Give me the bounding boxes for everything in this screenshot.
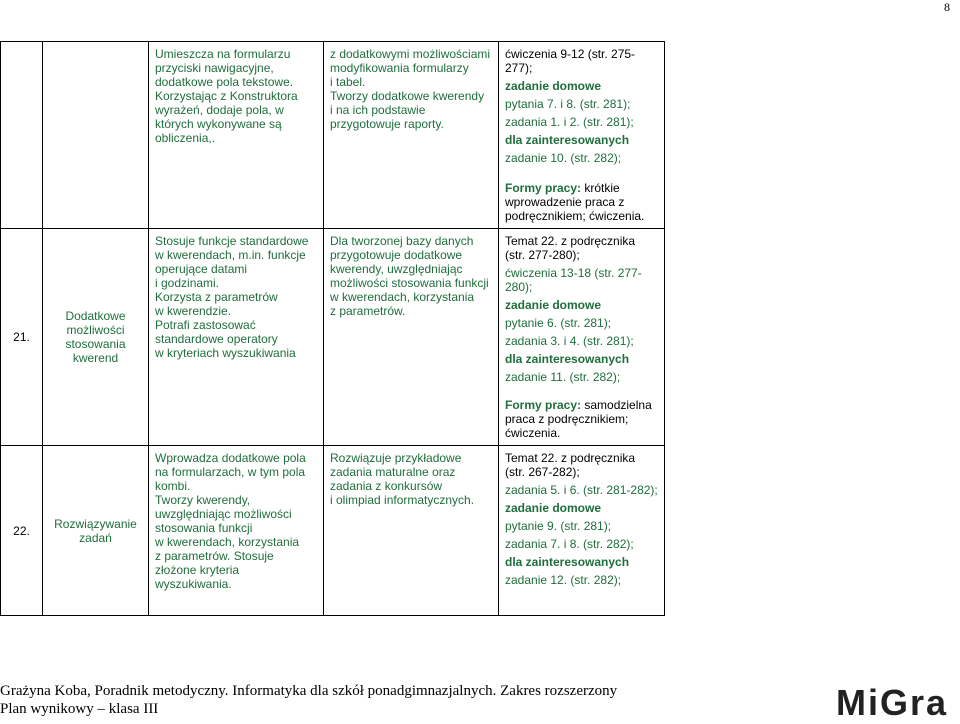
requirements-extended [324, 446, 499, 616]
requirements-basic-line: Wprowadza dodatkowe pola [155, 451, 306, 465]
task-label: dla zainteresowanych [505, 133, 630, 147]
lesson-topic [43, 42, 149, 229]
requirements-basic-line: złożone kryteria [155, 563, 240, 577]
work-forms-label: Formy pracy: [505, 398, 582, 412]
requirements-basic [149, 446, 324, 616]
requirements-basic-line: w kwerendach, korzystania [155, 535, 300, 549]
requirements-extended-line: przygotowuje dodatkowe [330, 248, 463, 262]
tasks [499, 446, 665, 616]
task-item: zadanie 10. (str. 282); [505, 151, 622, 165]
requirements-basic [149, 42, 324, 229]
requirements-basic-line: których wykonywane są [155, 117, 282, 131]
task-item: Temat 22. z podręcznika (str. 267-282); [505, 451, 636, 479]
task-label: dla zainteresowanych [505, 555, 630, 569]
requirements-basic-line: stosowania funkcji [155, 521, 253, 535]
requirements-extended-line: w kwerendach, korzystania [330, 290, 475, 304]
lesson-plan-table [0, 41, 958, 616]
task-label: zadanie domowe [505, 79, 602, 93]
task-item: zadanie 11. (str. 282); [505, 370, 621, 384]
task-item: zadania 3. i 4. (str. 281); [505, 334, 634, 348]
requirements-basic-line: dodatkowe pola tekstowe. [155, 75, 294, 89]
task-item: ćwiczenia 9-12 (str. 275-277); [505, 47, 636, 75]
requirements-basic-line: Korzysta z parametrów [155, 290, 278, 304]
requirements-extended-line: Dla tworzonej bazy danych [330, 234, 474, 248]
requirements-extended-line: z dodatkowymi możliwościami [330, 47, 491, 61]
requirements-extended-line: zadania maturalne oraz [330, 465, 456, 479]
requirements-basic-line: w kryteriach wyszukiwania [155, 346, 296, 360]
requirements-basic-line: z parametrów. Stosuje [155, 549, 274, 563]
task-item: zadania 5. i 6. (str. 281-282); [505, 483, 658, 497]
task-label: dla zainteresowanych [505, 352, 630, 366]
requirements-extended-line: zadania z konkursów [330, 479, 443, 493]
requirements-extended-line: i tabel. [330, 75, 366, 89]
table-row [1, 42, 958, 229]
requirements-extended-line: możliwości stosowania funkcji [330, 276, 489, 290]
requirements-basic-line: kombi. [155, 479, 191, 493]
page-number: 8 [944, 0, 950, 14]
requirements-basic-line: na formularzach, w tym pola [155, 465, 306, 479]
requirements-basic-line: w kwerendzie. [155, 304, 232, 318]
footer-title: Grażyna Koba, Poradnik metodyczny. Informatyka dla szkół ponadgimnazjalnych. Zakres rozszerzony [0, 683, 618, 699]
requirements-basic-line: Tworzy kwerendy, [155, 493, 251, 507]
work-forms [505, 398, 658, 440]
task-item: Temat 22. z podręcznika (str. 277-280); [505, 234, 636, 262]
requirements-basic-line: Potrafi zastosować [155, 318, 256, 332]
table-row [1, 446, 958, 616]
requirements-basic-line: Stosuje funkcje standardowe [155, 234, 309, 248]
requirements-extended-line: przygotowuje raporty. [330, 117, 444, 131]
tasks [499, 42, 665, 229]
requirements-extended [324, 229, 499, 446]
task-item: zadanie 12. (str. 282); [505, 573, 622, 587]
table-row [1, 229, 958, 446]
task-item: pytanie 6. (str. 281); [505, 316, 612, 330]
lesson-number [1, 42, 43, 229]
requirements-basic-line: standardowe operatory [155, 332, 278, 346]
task-item: zadania 1. i 2. (str. 281); [505, 115, 634, 129]
requirements-basic-line: w kwerendach, m.in. funkcje [155, 248, 306, 262]
footer [0, 682, 617, 718]
work-forms-label: Formy pracy: [505, 181, 582, 195]
requirements-extended-line: kwerendy, uwzględniając [330, 262, 463, 276]
requirements-extended-line: modyfikowania formularzy [330, 61, 469, 75]
requirements-basic [149, 229, 324, 446]
requirements-basic-line: przyciski nawigacyjne, [155, 61, 274, 75]
lesson-number: 21. [1, 229, 43, 446]
requirements-basic-line: Umieszcza na formularzu [155, 47, 291, 61]
task-item: pytanie 9. (str. 281); [505, 519, 612, 533]
requirements-basic-line: wyrażeń, dodaje pola, w [155, 103, 284, 117]
requirements-basic-line: Korzystając z Konstruktora [155, 89, 298, 103]
work-forms-text: samodzielna praca z podręcznikiem; ćwiczenia. [505, 398, 652, 440]
task-label: zadanie domowe [505, 501, 602, 515]
work-forms [505, 181, 658, 223]
requirements-extended-line: Rozwiązuje przykładowe [330, 451, 462, 465]
tasks [499, 229, 665, 446]
task-item: pytania 7. i 8. (str. 281); [505, 97, 631, 111]
requirements-extended-line: z parametrów. [330, 304, 406, 318]
requirements-basic-line: operujące datami [155, 262, 248, 276]
requirements-basic-line: obliczenia,. [155, 131, 216, 145]
task-label: zadanie domowe [505, 298, 602, 312]
requirements-basic-line: i godzinami. [155, 276, 220, 290]
requirements-extended-line: Tworzy dodatkowe kwerendy [330, 89, 485, 103]
requirements-extended-line: i olimpiad informatycznych. [330, 493, 475, 507]
lesson-topic: Dodatkowe możliwości stosowania kwerend [43, 229, 149, 446]
lesson-topic: Rozwiązywanie zadań [43, 446, 149, 616]
task-item: zadania 7. i 8. (str. 282); [505, 537, 634, 551]
publisher-logo: MiGra [835, 682, 948, 723]
requirements-extended-line: i na ich podstawie [330, 103, 426, 117]
lesson-number: 22. [1, 446, 43, 616]
work-forms-text: krótkie wprowadzenie praca z podręcznikiem; ćwiczenia. [505, 181, 645, 223]
requirements-basic-line: wyszukiwania. [155, 577, 232, 591]
requirements-basic-line: uwzględniając możliwości [155, 507, 292, 521]
task-item: ćwiczenia 13-18 (str. 277-280); [505, 266, 642, 294]
requirements-extended [324, 42, 499, 229]
footer-subtitle: Plan wynikowy – klasa III [0, 701, 159, 717]
